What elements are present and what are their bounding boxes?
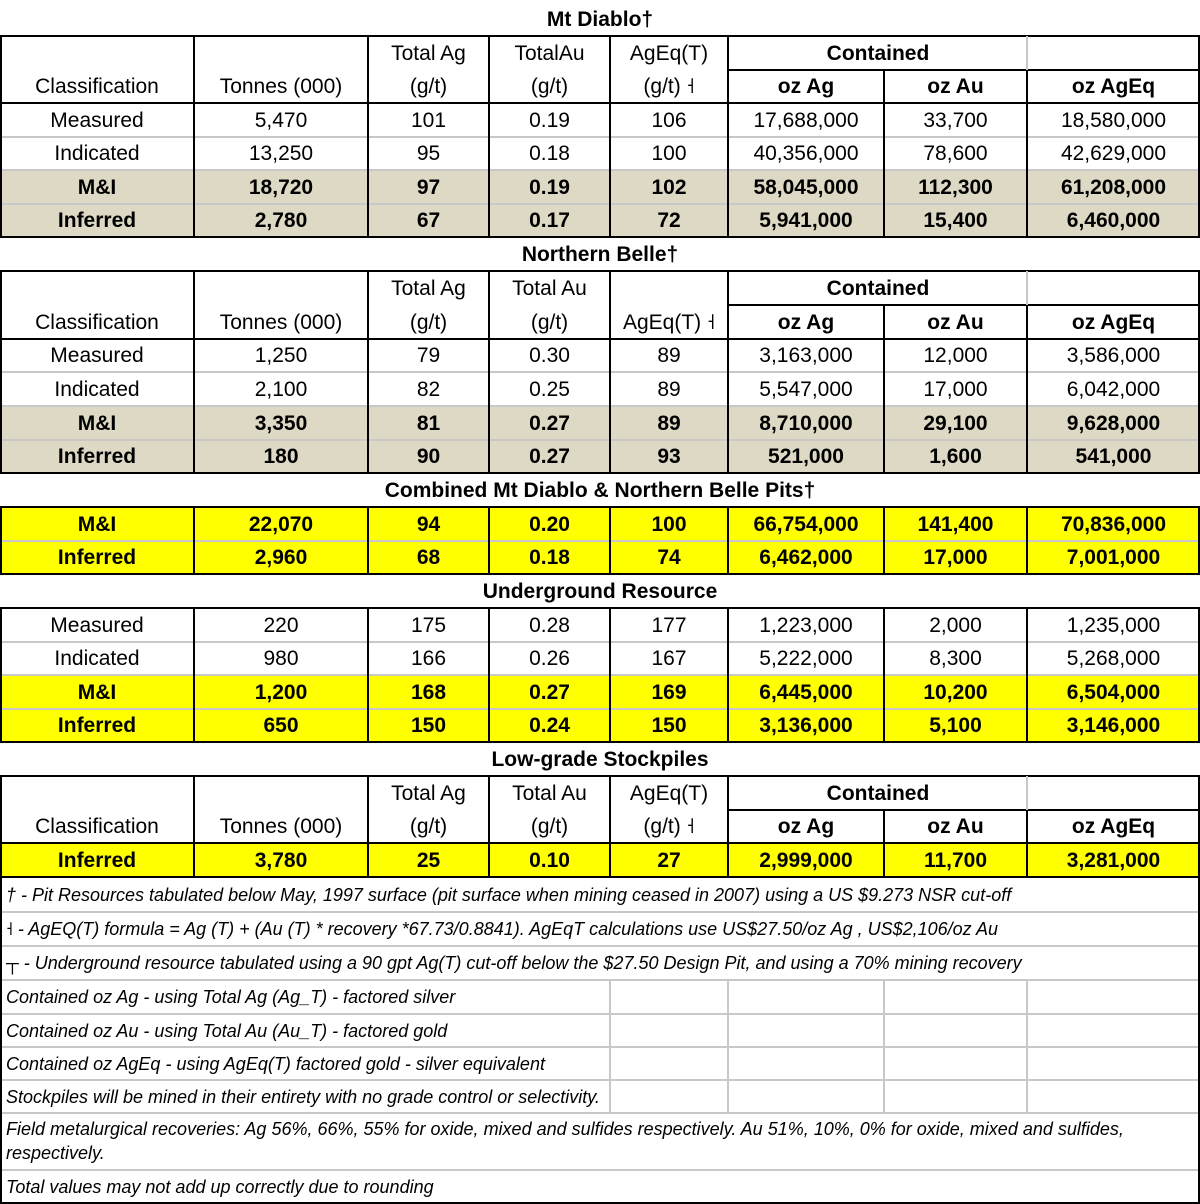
ageq-cell: 177 [651, 613, 687, 637]
total-au-cell: 0.18 [529, 546, 570, 569]
grid-line-horizontal-light [0, 405, 1200, 407]
total-au-cell: 0.17 [529, 209, 570, 232]
grid-line-horizontal [0, 506, 1200, 508]
grid-line-vertical [488, 507, 490, 574]
grid-line-vertical [0, 271, 2, 473]
grid-line-vertical [883, 507, 885, 574]
grid-line-vertical [488, 776, 490, 877]
grid-line-vertical [0, 877, 2, 1204]
grid-line-horizontal-light [0, 979, 1200, 981]
grid-line-vertical-light [609, 980, 611, 1113]
grid-line-horizontal [0, 876, 1200, 878]
total-au-cell: 0.25 [529, 377, 570, 401]
footnote-7: Stockpiles will be mined in their entirety with no grade control or selectivity. [6, 1086, 600, 1107]
total-ag-cell: 81 [416, 411, 441, 435]
grid-line-vertical [367, 608, 369, 742]
header-total-au: Total Au [512, 781, 587, 805]
total-ag-cell: 25 [416, 848, 441, 872]
grid-line-vertical-light [727, 980, 729, 1113]
grid-line-horizontal-light [0, 674, 1200, 676]
grid-line-horizontal [0, 842, 1200, 844]
grid-line-horizontal-light [0, 1013, 1200, 1015]
grid-line-vertical-light [1026, 271, 1028, 305]
grid-line-horizontal [0, 270, 1200, 272]
header-oz-au: oz Au [927, 815, 984, 838]
oz-au-cell: 78,600 [923, 142, 988, 165]
classification-cell: Inferred [57, 445, 137, 468]
total-ag-cell: 90 [416, 445, 441, 468]
classification-cell: Measured [50, 613, 144, 637]
footnote-1: † - Pit Resources tabulated below May, 1997 surface (pit surface when mining ceased in 2007) using a US $9.273 NSR cut-off [6, 884, 1012, 905]
tonnes-cell: 980 [263, 647, 299, 670]
oz-ageq-cell: 3,586,000 [1066, 344, 1161, 367]
ageq-cell: 27 [657, 848, 681, 872]
ageq-cell: 89 [657, 411, 681, 435]
header-oz-ag: oz Ag [777, 310, 835, 334]
grid-line-vertical [367, 507, 369, 574]
grid-line-horizontal [0, 236, 1200, 238]
classification-cell: Measured [50, 108, 144, 132]
ageq-cell: 89 [657, 344, 681, 367]
grid-line-vertical-light [1026, 776, 1028, 810]
grid-line-horizontal [0, 338, 1200, 340]
classification-cell: Inferred [57, 848, 137, 872]
ageq-cell: 150 [651, 714, 687, 737]
total-au-cell: 0.30 [529, 344, 570, 367]
header-oz-ageq: oz AgEq [1071, 815, 1156, 838]
total-ag-cell: 168 [410, 680, 447, 704]
classification-cell: Indicated [54, 647, 140, 670]
header-contained: Contained [826, 41, 930, 65]
oz-ag-cell: 3,163,000 [759, 344, 853, 367]
ageq-cell: 72 [657, 209, 681, 232]
grid-line-vertical [883, 70, 885, 237]
oz-ageq-cell: 7,001,000 [1066, 546, 1161, 569]
total-ag-cell: 67 [416, 209, 441, 232]
grid-line-horizontal-light [0, 641, 1200, 643]
ageq-cell: 167 [651, 647, 687, 670]
total-ag-cell: 68 [416, 546, 441, 569]
oz-ag-cell: 1,223,000 [759, 613, 853, 637]
footnote-8: Field metalurgical recoveries: Ag 56%, 66%, 55% for oxide, mixed and sulfides respectively. Au 51%, 10%, 0% for oxide, mixed and sulfides, respectively. [6, 1119, 1124, 1163]
footnote-3: ┬ - Underground resource tabulated using a 90 gpt Ag(T) cut-off below the $27.50 Design Pit, and using a 70% mining recovery [6, 953, 1022, 973]
grid-line-vertical [193, 776, 195, 877]
oz-au-cell: 141,400 [917, 512, 994, 536]
total-ag-cell: 97 [416, 175, 441, 199]
ageq-cell: 100 [651, 142, 687, 165]
oz-ag-cell: 5,547,000 [759, 377, 853, 401]
grid-line-horizontal [0, 35, 1200, 37]
oz-au-cell: 5,100 [929, 714, 982, 737]
ageq-cell: 74 [657, 546, 681, 569]
grid-line-horizontal-light [0, 203, 1200, 205]
oz-ageq-cell: 3,281,000 [1066, 848, 1161, 872]
underground-title: Underground Resource [482, 579, 718, 603]
tonnes-cell: 2,780 [254, 209, 308, 232]
grid-line-vertical [0, 36, 2, 237]
tonnes-cell: 220 [263, 613, 299, 637]
total-au-cell: 0.18 [529, 142, 570, 165]
grid-line-vertical [883, 305, 885, 473]
header-total-au-unit: (g/t) [530, 310, 569, 334]
grid-line-vertical [1026, 507, 1028, 574]
grid-line-vertical [367, 776, 369, 877]
grid-line-horizontal [728, 809, 1200, 811]
grid-line-horizontal-light [0, 169, 1200, 171]
grid-line-horizontal [0, 775, 1200, 777]
grid-line-horizontal-light [0, 945, 1200, 947]
grid-line-horizontal-light [0, 1046, 1200, 1048]
header-oz-ageq: oz AgEq [1071, 310, 1156, 334]
header-oz-ag: oz Ag [777, 75, 835, 98]
footnote-2: ˧ - AgEQ(T) formula = Ag (T) + (Au (T) * recovery *67.73/0.8841). AgEqT calculations use US$27.50/oz Ag , US$2,106/oz Au [6, 919, 999, 939]
grid-line-vertical [883, 608, 885, 742]
header-total-ag-unit: (g/t) [409, 75, 448, 98]
classification-cell: Measured [50, 344, 144, 367]
oz-ageq-cell: 6,460,000 [1066, 209, 1161, 232]
oz-ag-cell: 58,045,000 [753, 175, 859, 199]
tonnes-cell: 1,250 [254, 344, 308, 367]
grid-line-horizontal-light [0, 1112, 1200, 1114]
header-ageq-unit: (g/t) ˧ [643, 75, 695, 98]
tonnes-cell: 5,470 [254, 108, 308, 132]
header-classification: Classification [35, 815, 159, 838]
total-au-cell: 0.27 [529, 445, 570, 468]
classification-cell: Inferred [57, 546, 137, 569]
grid-line-horizontal [0, 102, 1200, 104]
footnote-6: Contained oz AgEq - using AgEq(T) factored gold - silver equivalent [6, 1053, 545, 1074]
combined-title: Combined Mt Diablo & Northern Belle Pits† [384, 478, 816, 502]
grid-line-horizontal-light [0, 911, 1200, 913]
oz-ageq-cell: 61,208,000 [1060, 175, 1167, 199]
total-ag-cell: 95 [416, 142, 441, 165]
header-oz-ageq: oz AgEq [1071, 75, 1156, 98]
header-classification: Classification [35, 310, 159, 334]
ageq-cell: 93 [657, 445, 681, 468]
total-ag-cell: 79 [416, 344, 441, 367]
classification-cell: M&I [77, 175, 117, 199]
total-ag-cell: 94 [416, 512, 441, 536]
header-oz-au: oz Au [927, 310, 984, 334]
header-ageq-unit: (g/t) ˧ [643, 815, 695, 838]
header-total-au-unit: (g/t) [530, 815, 569, 838]
grid-line-vertical [488, 608, 490, 742]
stockpiles-title: Low-grade Stockpiles [491, 747, 709, 771]
oz-ag-cell: 521,000 [768, 445, 844, 468]
total-au-cell: 0.10 [529, 848, 570, 872]
grid-line-vertical [609, 36, 611, 237]
grid-line-vertical [609, 776, 611, 877]
grid-line-horizontal-light [0, 708, 1200, 710]
grid-line-horizontal [0, 472, 1200, 474]
grid-line-horizontal-light [0, 1079, 1200, 1081]
oz-au-cell: 2,000 [929, 613, 982, 637]
grid-line-vertical [0, 507, 2, 574]
grid-line-vertical [609, 507, 611, 574]
header-total-ag: Total Ag [391, 276, 466, 300]
tonnes-cell: 3,780 [254, 848, 308, 872]
oz-au-cell: 8,300 [929, 647, 982, 670]
grid-line-vertical [0, 776, 2, 877]
total-au-cell: 0.20 [529, 512, 570, 536]
grid-line-vertical [727, 507, 729, 574]
grid-line-vertical-light [883, 980, 885, 1113]
oz-ageq-cell: 6,504,000 [1066, 680, 1161, 704]
oz-ageq-cell: 9,628,000 [1066, 411, 1161, 435]
header-tonnes: Tonnes (000) [219, 75, 343, 98]
northern-belle-title: Northern Belle† [521, 242, 679, 266]
oz-au-cell: 17,000 [923, 546, 988, 569]
ageq-cell: 106 [651, 108, 687, 132]
grid-line-vertical-light [1026, 36, 1028, 70]
grid-line-horizontal [728, 69, 1200, 71]
oz-ageq-cell: 42,629,000 [1060, 142, 1167, 165]
header-ageq: AgEq(T) ˧ [622, 310, 716, 334]
total-ag-cell: 166 [410, 647, 447, 670]
grid-line-vertical [367, 271, 369, 473]
grid-line-horizontal [0, 573, 1200, 575]
total-au-cell: 0.27 [529, 411, 570, 435]
grid-line-vertical [193, 271, 195, 473]
grid-line-horizontal-light [0, 439, 1200, 441]
classification-cell: Indicated [54, 142, 140, 165]
tonnes-cell: 22,070 [248, 512, 314, 536]
tonnes-cell: 180 [263, 445, 299, 468]
total-ag-cell: 82 [416, 377, 441, 401]
total-au-cell: 0.27 [529, 680, 570, 704]
classification-cell: M&I [77, 512, 117, 536]
header-tonnes: Tonnes (000) [219, 815, 343, 838]
tonnes-cell: 2,960 [254, 546, 308, 569]
classification-cell: Indicated [54, 377, 140, 401]
grid-line-vertical [193, 36, 195, 237]
grid-line-horizontal-light [0, 540, 1200, 542]
mt-diablo-title: Mt Diablo† [546, 8, 654, 31]
grid-line-horizontal-light [0, 136, 1200, 138]
oz-ag-cell: 3,136,000 [759, 714, 853, 737]
header-total-ag-unit: (g/t) [409, 815, 448, 838]
oz-ag-cell: 2,999,000 [759, 848, 853, 872]
ageq-cell: 102 [651, 175, 687, 199]
grid-line-vertical [727, 776, 729, 877]
oz-ag-cell: 66,754,000 [753, 512, 859, 536]
footnote-4: Contained oz Ag - using Total Ag (Ag_T) - factored silver [6, 987, 456, 1007]
oz-ag-cell: 5,941,000 [759, 209, 853, 232]
classification-cell: Inferred [57, 209, 137, 232]
total-ag-cell: 150 [410, 714, 447, 737]
oz-au-cell: 12,000 [923, 344, 988, 367]
tonnes-cell: 650 [263, 714, 299, 737]
header-contained: Contained [826, 781, 930, 805]
header-total-ag: Total Ag [391, 781, 466, 805]
oz-ageq-cell: 541,000 [1075, 445, 1152, 468]
oz-ag-cell: 6,462,000 [759, 546, 853, 569]
grid-line-vertical [609, 608, 611, 742]
total-au-cell: 0.19 [529, 175, 570, 199]
footnote-5: Contained oz Au - using Total Au (Au_T) - factored gold [6, 1020, 448, 1041]
grid-line-vertical [1026, 608, 1028, 742]
grid-line-horizontal [0, 607, 1200, 609]
oz-au-cell: 33,700 [923, 108, 988, 132]
header-total-au-unit: (g/t) [530, 75, 569, 98]
oz-au-cell: 1,600 [929, 445, 982, 468]
grid-line-vertical-light [1026, 980, 1028, 1113]
header-total-au: TotalAu [514, 41, 585, 65]
oz-ageq-cell: 5,268,000 [1066, 647, 1161, 670]
classification-cell: M&I [77, 680, 117, 704]
oz-au-cell: 15,400 [923, 209, 988, 232]
header-contained: Contained [826, 276, 930, 300]
total-ag-cell: 175 [410, 613, 447, 637]
total-au-cell: 0.26 [529, 647, 570, 670]
header-total-ag: Total Ag [391, 41, 466, 65]
classification-cell: M&I [77, 411, 117, 435]
header-oz-au: oz Au [927, 75, 984, 98]
grid-line-vertical [367, 36, 369, 237]
oz-ag-cell: 5,222,000 [759, 647, 853, 670]
grid-line-vertical [609, 271, 611, 473]
header-classification: Classification [35, 75, 159, 98]
oz-ageq-cell: 3,146,000 [1066, 714, 1161, 737]
header-ageq: AgEq(T) [629, 41, 709, 65]
grid-line-horizontal [728, 304, 1200, 306]
tonnes-cell: 13,250 [248, 142, 314, 165]
header-oz-ag: oz Ag [777, 815, 835, 838]
header-tonnes: Tonnes (000) [219, 310, 343, 334]
oz-ageq-cell: 70,836,000 [1060, 512, 1167, 536]
tonnes-cell: 18,720 [248, 175, 314, 199]
oz-ag-cell: 17,688,000 [753, 108, 859, 132]
tonnes-cell: 3,350 [254, 411, 308, 435]
ageq-cell: 89 [657, 377, 681, 401]
grid-line-horizontal-light [0, 371, 1200, 373]
grid-line-vertical [727, 36, 729, 237]
grid-line-horizontal-light [0, 1169, 1200, 1171]
classification-cell: Inferred [57, 714, 137, 737]
header-total-ag-unit: (g/t) [409, 310, 448, 334]
oz-au-cell: 29,100 [923, 411, 988, 435]
grid-line-vertical [883, 810, 885, 877]
grid-line-vertical [727, 608, 729, 742]
ageq-cell: 100 [651, 512, 687, 536]
oz-ageq-cell: 6,042,000 [1066, 377, 1161, 401]
grid-line-vertical [488, 36, 490, 237]
oz-au-cell: 112,300 [918, 175, 993, 199]
oz-au-cell: 10,200 [923, 680, 988, 704]
tonnes-cell: 2,100 [254, 377, 308, 401]
grid-line-vertical [193, 507, 195, 574]
header-ageq: AgEq(T) [629, 781, 709, 805]
ageq-cell: 169 [651, 680, 687, 704]
oz-ag-cell: 6,445,000 [759, 680, 853, 704]
total-ag-cell: 101 [410, 108, 447, 132]
total-au-cell: 0.24 [529, 714, 570, 737]
grid-line-vertical [488, 271, 490, 473]
oz-ag-cell: 40,356,000 [753, 142, 859, 165]
oz-au-cell: 17,000 [923, 377, 988, 401]
oz-ageq-cell: 18,580,000 [1060, 108, 1167, 132]
oz-ag-cell: 8,710,000 [759, 411, 853, 435]
total-au-cell: 0.19 [529, 108, 570, 132]
header-total-au: Total Au [512, 276, 587, 300]
tonnes-cell: 1,200 [254, 680, 308, 704]
grid-line-horizontal [0, 741, 1200, 743]
grid-line-vertical [727, 271, 729, 473]
footnote-9: Total values may not add up correctly due to rounding [6, 1177, 434, 1197]
total-au-cell: 0.28 [529, 613, 570, 637]
grid-line-vertical [193, 608, 195, 742]
oz-ageq-cell: 1,235,000 [1066, 613, 1161, 637]
oz-au-cell: 11,700 [923, 848, 988, 872]
grid-line-vertical [0, 608, 2, 742]
